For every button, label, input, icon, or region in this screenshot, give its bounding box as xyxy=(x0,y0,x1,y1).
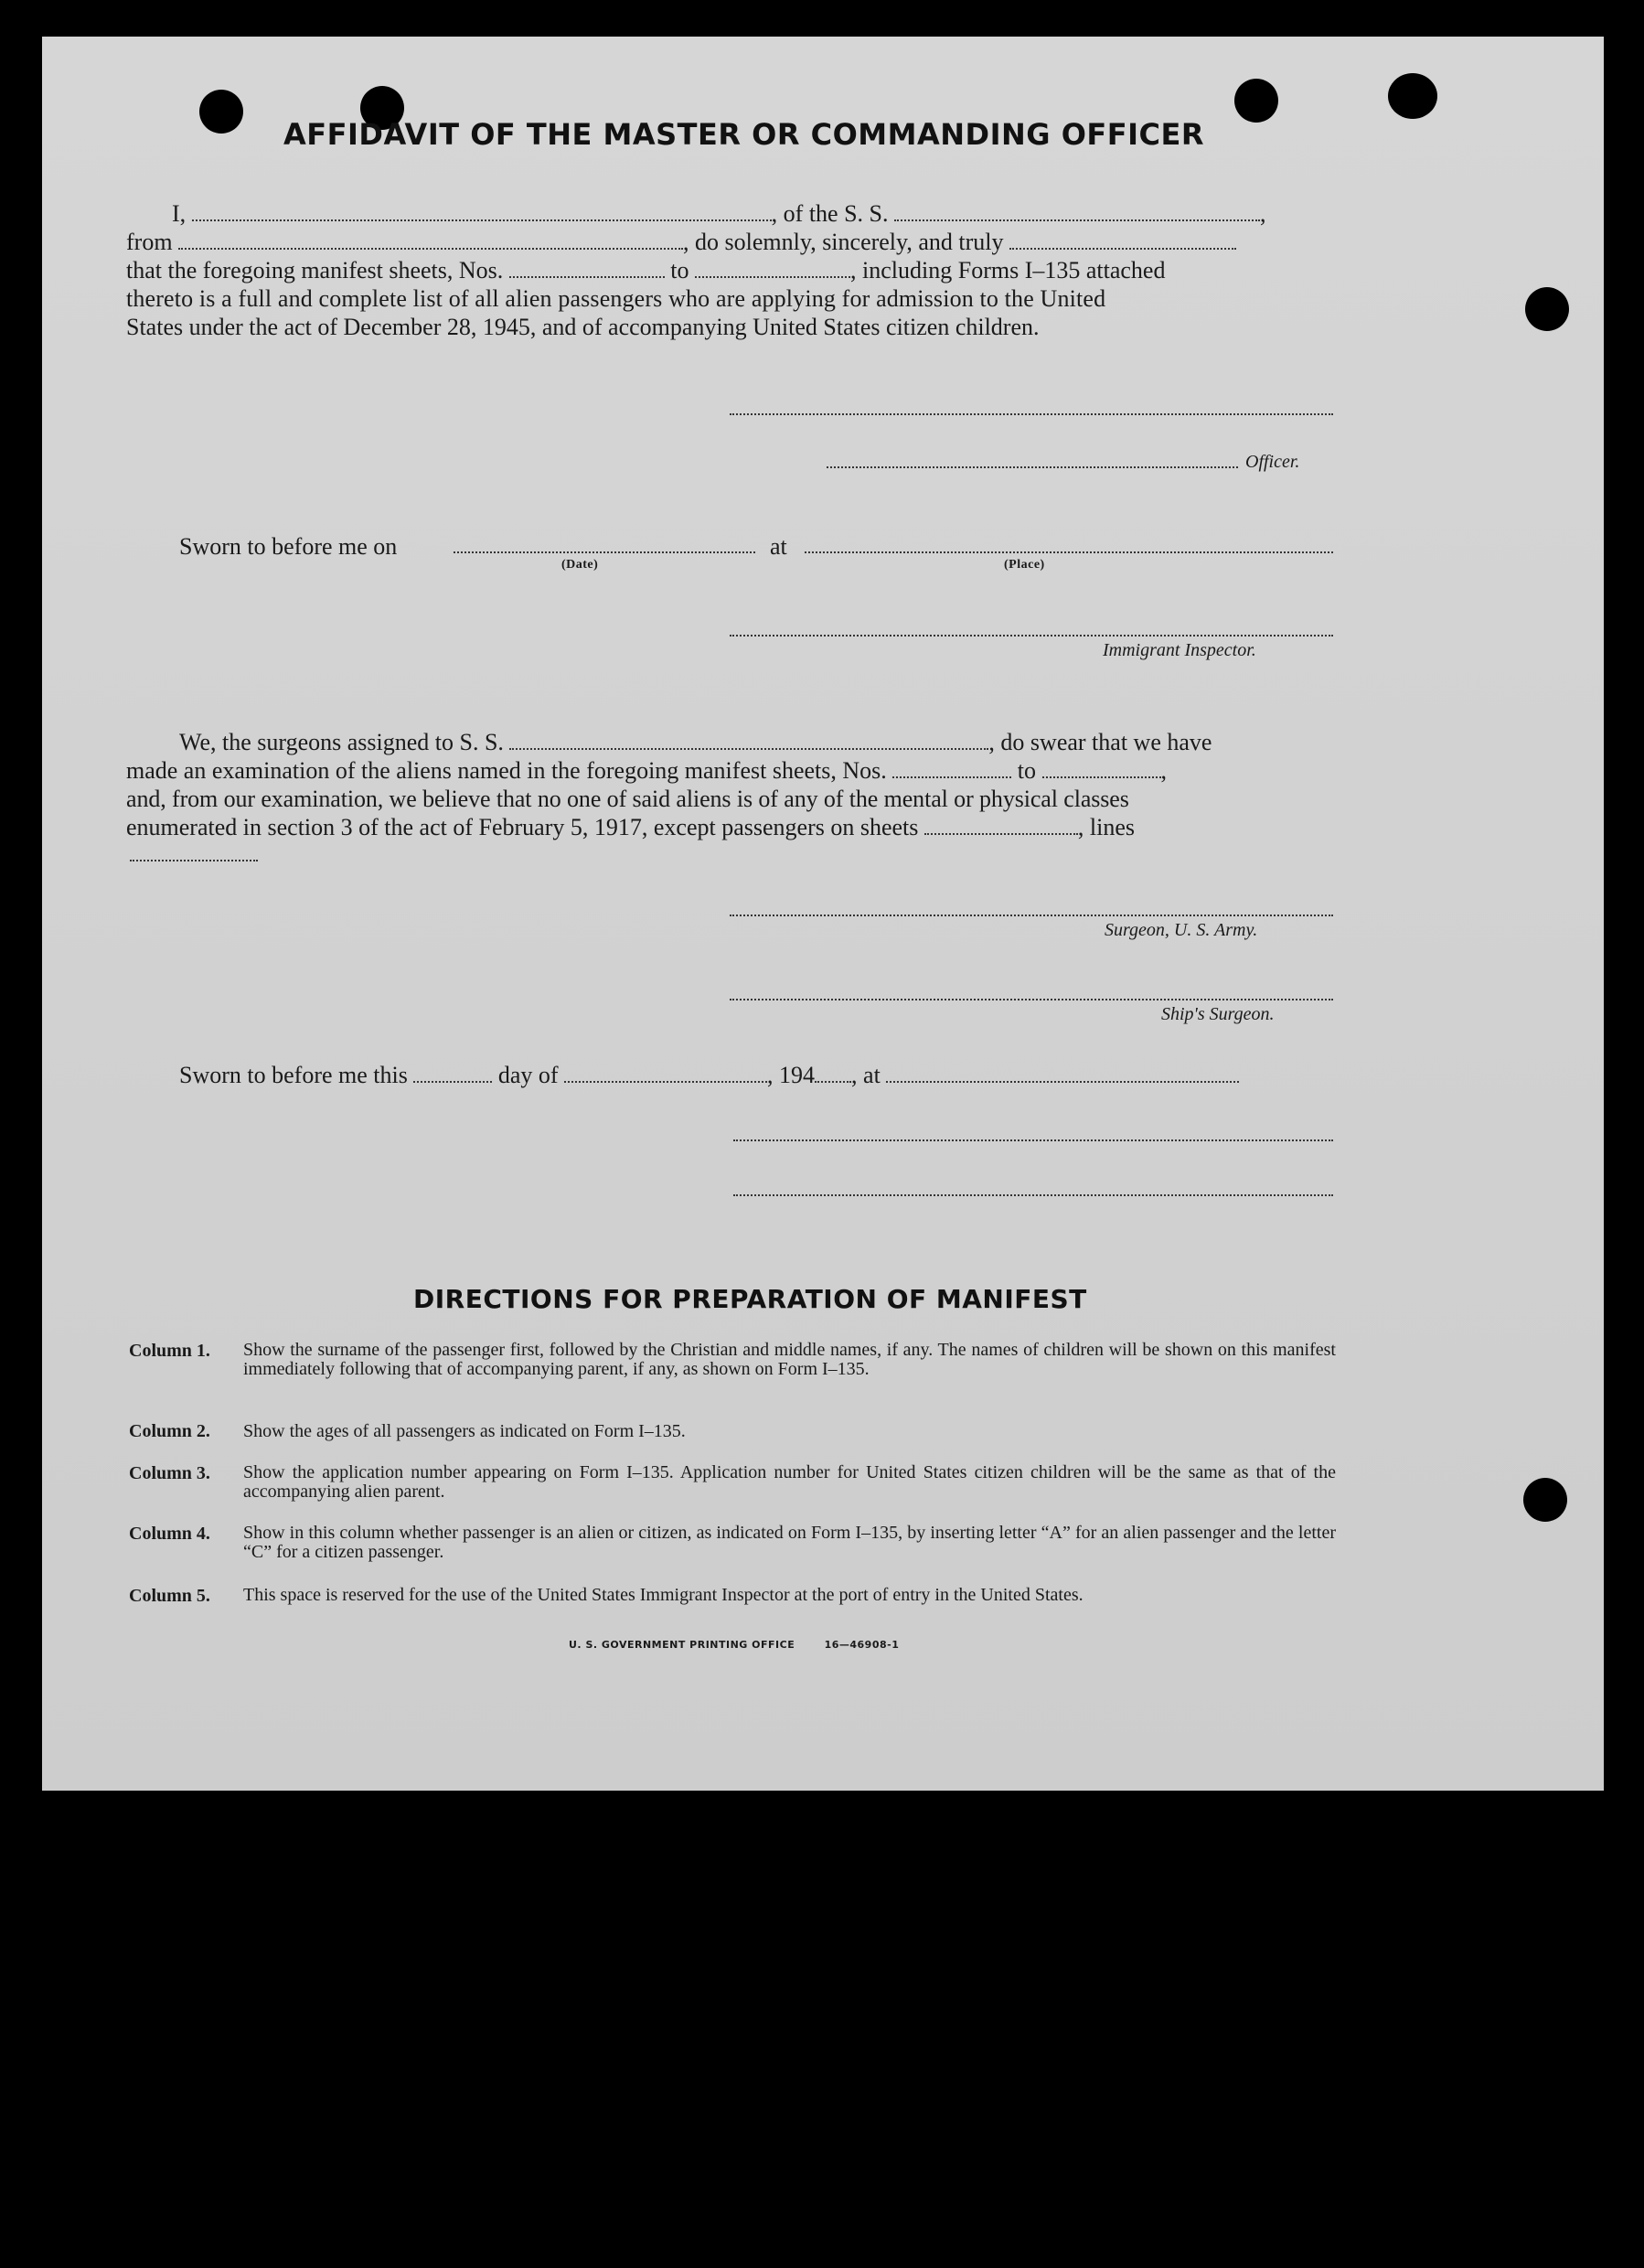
affidavit-text: , of the S. S. xyxy=(771,200,889,227)
surgeons-text: enumerated in section 3 of the act of February 5, 1917, except passengers on sheets xyxy=(126,814,919,840)
punch-hole xyxy=(199,90,243,134)
form-number: 16—46908-1 xyxy=(824,1639,900,1651)
surgeons-text: , do swear that we have xyxy=(988,729,1212,755)
surgeons-line-3: and, from our examination, we believe that no one of said aliens is of any of the mental or physical classes xyxy=(126,786,1129,812)
punch-hole xyxy=(1525,287,1569,331)
ship-name-field[interactable] xyxy=(894,203,1260,221)
direction-label: Column 1. xyxy=(129,1341,210,1361)
except-lines-field[interactable] xyxy=(130,860,258,861)
affidavit-text: that the foregoing manifest sheets, Nos. xyxy=(126,257,504,284)
direction-text: Show in this column whether passenger is an alien or citizen, as indicated on Form I–135, by inserting letter “A” for an alien passenger and the letter “C” for a citizen passenger. xyxy=(243,1523,1336,1562)
surgeons-line-1 xyxy=(179,728,1212,756)
direction-label: Column 4. xyxy=(129,1524,210,1544)
direction-text: Show the application number appearing on Form I–135. Application number for United States citizen children will be the same as that of the accompanying alien parent. xyxy=(243,1462,1336,1502)
printer-line xyxy=(569,1639,899,1651)
port-from-field[interactable] xyxy=(178,231,683,250)
officer-caption: Officer. xyxy=(1245,452,1300,472)
direction-text: Show the ages of all passengers as indicated on Form I–135. xyxy=(243,1421,686,1441)
affidavit-line-5: States under the act of December 28, 1945, and of accompanying United States citizen children. xyxy=(126,314,1040,340)
sworn-at-label: at xyxy=(770,533,787,560)
punch-hole xyxy=(1523,1478,1567,1522)
ship-surgeon-signature-line[interactable] xyxy=(730,999,1333,1000)
affidavit-text: , do solemnly, sincerely, and truly xyxy=(683,229,1004,255)
sworn-this-line xyxy=(179,1061,1239,1089)
affidavit-text: I, xyxy=(172,200,187,227)
direction-label: Column 2. xyxy=(129,1421,210,1441)
sworn-month-field[interactable] xyxy=(564,1064,767,1083)
direction-text: This space is reserved for the use of the United States Immigrant Inspector at the port of entry in the United States. xyxy=(243,1585,1084,1605)
sworn-text: Sworn to before me this xyxy=(179,1062,408,1088)
sheet-from-field[interactable] xyxy=(509,260,665,278)
directions-title: DIRECTIONS FOR PREPARATION OF MANIFEST xyxy=(413,1284,1087,1314)
direction-item xyxy=(129,1463,1336,1502)
officer-signature-line[interactable] xyxy=(730,413,1333,415)
direction-item xyxy=(129,1524,1336,1562)
surgeons-text: , xyxy=(1160,757,1167,784)
exam-sheet-from-field[interactable] xyxy=(892,760,1011,778)
sworn-day-field[interactable] xyxy=(413,1064,492,1083)
direction-item xyxy=(129,1341,1336,1379)
sworn-text: , 194 xyxy=(767,1062,816,1088)
affidavit-line-1 xyxy=(172,199,1266,228)
affidavit-text: to xyxy=(670,257,689,284)
sworn-date-field[interactable] xyxy=(454,551,755,553)
printer-office: U. S. GOVERNMENT PRINTING OFFICE xyxy=(569,1639,795,1651)
sheet-to-field[interactable] xyxy=(695,260,850,278)
inspector-signature-line-2[interactable] xyxy=(733,1139,1333,1141)
direction-item xyxy=(129,1586,1336,1605)
direction-text: Show the surname of the passenger first, followed by the Christian and middle names, if any. The names of children will be shown on this manifest immediately following that of accompanying parent, if any, as shown on Form I–135. xyxy=(243,1340,1336,1379)
affidavit-text: , including Forms I–135 attached xyxy=(850,257,1166,284)
army-surgeon-signature-line[interactable] xyxy=(730,915,1333,916)
affidavit-text: , xyxy=(1260,200,1266,227)
army-surgeon-caption: Surgeon, U. S. Army. xyxy=(1105,920,1258,940)
except-sheets-field[interactable] xyxy=(924,817,1078,835)
surgeons-text: We, the surgeons assigned to S. S. xyxy=(179,729,504,755)
punch-hole xyxy=(1234,79,1278,123)
surgeons-text: to xyxy=(1017,757,1036,784)
page-title: AFFIDAVIT OF THE MASTER OR COMMANDING OFFICER xyxy=(283,117,1204,152)
sworn-text: , at xyxy=(851,1062,881,1088)
oath-field[interactable] xyxy=(1009,231,1236,250)
sworn-on-label: Sworn to before me on xyxy=(179,533,398,560)
inspector-caption: Immigrant Inspector. xyxy=(1103,640,1256,660)
surgeons-line-2 xyxy=(126,756,1167,785)
inspector-signature-line[interactable] xyxy=(730,635,1333,637)
direction-label: Column 3. xyxy=(129,1463,210,1483)
place-label: (Place) xyxy=(1004,558,1045,572)
exam-sheet-to-field[interactable] xyxy=(1042,760,1161,778)
affidavit-text: from xyxy=(126,229,173,255)
direction-label: Column 5. xyxy=(129,1586,210,1606)
affidavit-line-2 xyxy=(126,228,1236,256)
sworn-year-field[interactable] xyxy=(815,1064,851,1083)
sworn-place-field[interactable] xyxy=(805,551,1333,553)
affidavit-line-3 xyxy=(126,256,1165,284)
sworn-place2-field[interactable] xyxy=(886,1064,1239,1083)
direction-item xyxy=(129,1421,1336,1441)
officer-title-line[interactable] xyxy=(827,466,1238,468)
punch-hole xyxy=(1388,73,1437,119)
surgeons-text: , lines xyxy=(1077,814,1136,840)
surgeons-line-4 xyxy=(126,813,1135,841)
form-sheet xyxy=(42,37,1604,1791)
surgeons-text: made an examination of the aliens named in the foregoing manifest sheets, Nos. xyxy=(126,757,887,784)
master-name-field[interactable] xyxy=(192,203,772,221)
surgeon-ship-field[interactable] xyxy=(509,732,988,750)
inspector-title-line-2[interactable] xyxy=(733,1194,1333,1196)
affidavit-line-4: thereto is a full and complete list of all alien passengers who are applying for admission to the United xyxy=(126,285,1106,312)
ship-surgeon-caption: Ship's Surgeon. xyxy=(1161,1004,1275,1024)
sworn-text: day of xyxy=(497,1062,559,1088)
date-label: (Date) xyxy=(561,558,599,572)
